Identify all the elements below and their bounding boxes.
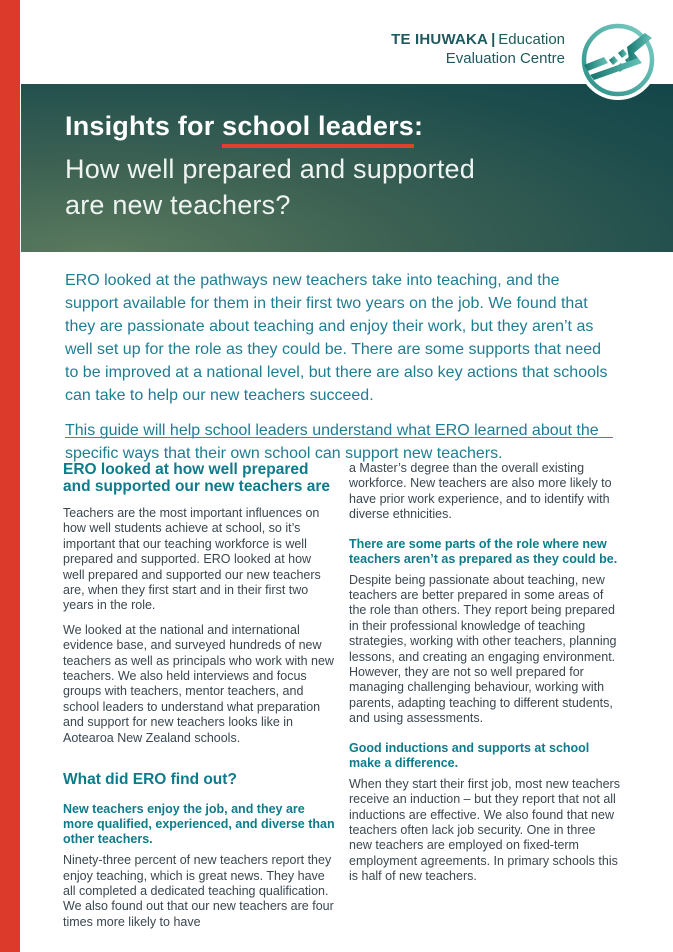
left-paragraph-3: Ninety-three percent of new teachers report they enjoy teaching, which is great news. They have all completed a dedicated teaching qualification. We also found out that our new teachers are four times more likely to have — [63, 853, 334, 929]
brand-lockup — [391, 30, 565, 68]
left-heading-1: ERO looked at how well prepared and supported our new teachers are — [63, 461, 331, 495]
two-column-body — [63, 461, 623, 939]
subtitle-line-2: are new teachers? — [65, 190, 291, 220]
left-accent-stripe — [0, 0, 20, 952]
title-prefix: Insights for — [65, 111, 223, 141]
page-subtitle — [65, 151, 673, 223]
left-paragraph-1: Teachers are the most important influences on how well students achieve at school, so it’s important that our teaching workforce is well prepared and supported. ERO looked at how well prepared and supported our new teachers are, when they first start and in their first two years in the role. — [63, 506, 321, 613]
left-paragraph-2: We looked at the national and international evidence base, and surveyed hundreds of new teachers as well as principals who work with new teachers. We also held interviews and focus groups with teachers, mentor teachers, and school leaders to understand what preparation and support for new teachers looks like in Aotearoa New Zealand schools. — [63, 622, 334, 745]
brand-separator: | — [491, 31, 496, 48]
brand-name: TE IHUWAKA — [391, 31, 489, 48]
left-heading-2: What did ERO find out? — [63, 771, 237, 789]
weave-pattern-logo-icon — [578, 20, 658, 100]
brand-dept-2: Evaluation Centre — [445, 50, 565, 67]
intro-paragraph-2: This guide will help school leaders understand what ERO learned about the specific ways that their own school can support new teachers. — [65, 422, 599, 462]
logo-svg — [578, 20, 658, 100]
section-divider — [65, 437, 613, 438]
right-subheading-1: There are some parts of the role where new teachers aren’t as prepared as they could be. — [349, 536, 618, 566]
title-underlined-phrase: school leaders — [222, 111, 414, 148]
brand-line-1 — [391, 30, 565, 49]
right-column — [349, 461, 621, 894]
right-paragraph-3: When they start their first job, most new teachers receive an induction – but they report that not all inductions are effective. We also found that new teachers often lack job security. One in three new teachers are employed on fixed-term employment agreements. In primary schools this is half of new teachers. — [349, 776, 620, 884]
intro-paragraph-1: ERO looked at the pathways new teachers take into teaching, and the support available for them in their first two years on the job. We found that they are passionate about teaching and enjoy their work, but they aren’t as well set up for the role as they could be. There are some supports that need to be improved at a national level, but there are also key actions that schools can take to help our new teachers succeed. — [65, 272, 608, 404]
right-paragraph-2: Despite being passionate about teaching, new teachers are better prepared in some areas of the role than others. They report being prepared in their professional knowledge of teaching strategies, working with other teachers, planning lessons, and creating an engaging environment. However, they are not so well prepared for managing challenging behaviour, working with parents, adapting teaching to different students, and using assessments. — [349, 572, 617, 726]
right-paragraph-1: a Master’s degree than the overall existing workforce. New teachers are also more likely to have prior work experience, and to identify with diverse ethnicities. — [349, 461, 612, 522]
left-subheading-1: New teachers enjoy the job, and they are more qualified, experienced, and diverse than other teachers. — [63, 802, 335, 847]
right-subheading-2: Good inductions and supports at school make a difference. — [349, 740, 590, 770]
brand-dept-1: Education — [498, 31, 565, 48]
title-colon: : — [414, 111, 424, 141]
intro-section — [65, 269, 615, 465]
title-banner — [21, 84, 673, 252]
left-column — [63, 461, 335, 939]
subtitle-line-1: How well prepared and supported — [65, 154, 475, 184]
page-title — [65, 108, 673, 144]
